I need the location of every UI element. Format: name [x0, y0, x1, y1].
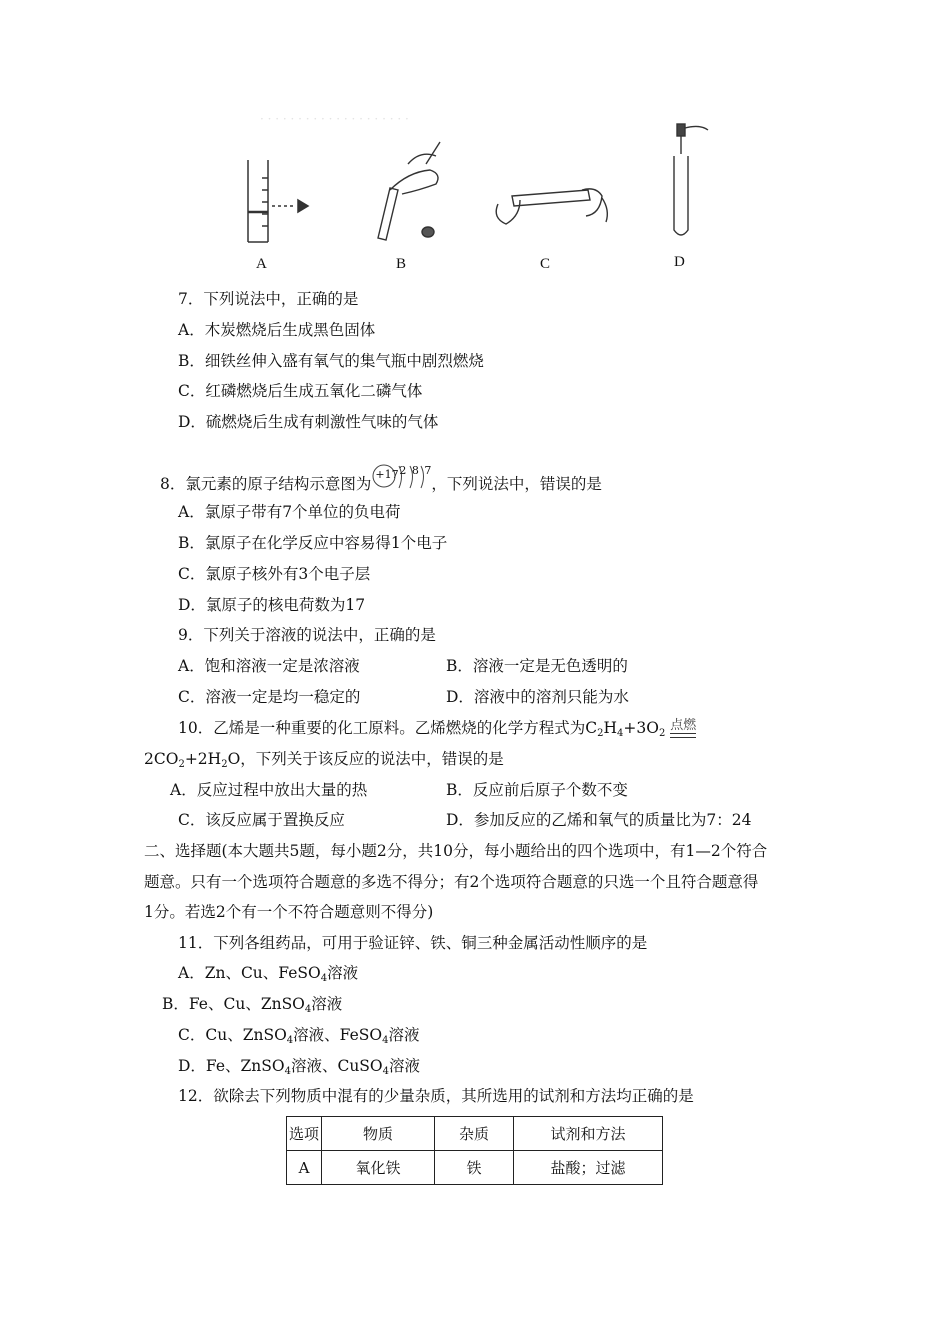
q12-stem: 12．欲除去下列物质中混有的少量杂质，其所选用的试剂和方法均正确的是 [178, 1087, 694, 1105]
bleed-through-text: · · · · · · · · · · · · · · · · · · · · [260, 112, 409, 126]
q11-c-prefix: C．Cu、ZnSO [178, 1026, 287, 1044]
q11-option-c [178, 1025, 419, 1045]
q11-d-prefix: D．Fe、ZnSO [178, 1057, 285, 1075]
reaction-condition [670, 718, 696, 740]
subscript: 4 [284, 1066, 291, 1077]
chlorine-atom-structure-diagram [371, 464, 433, 500]
q10-stem-line2: $2CO_2+2H_2O$，下列关于该反应的说法中，错误的是 [144, 750, 504, 770]
subscript: 4 [382, 1035, 389, 1046]
q8-option-b: B．氯原子在化学反应中容易得1个电子 [178, 534, 448, 552]
header-option: 选项 [287, 1117, 322, 1151]
section2-instructions-line3: 1分。若选2个有一个不符合题意则不得分) [144, 903, 434, 921]
q9-option-c: C．溶液一定是均一稳定的 [178, 688, 361, 706]
q11-stem: 11．下列各组药品，可用于验证锌、铁、铜三种金属活动性顺序的是 [178, 934, 648, 952]
header-substance: 物质 [322, 1117, 435, 1151]
q8-option-a: A．氯原子带有7个单位的负电荷 [178, 503, 401, 521]
table-row [287, 1151, 663, 1185]
figure-label-d: D [674, 254, 685, 270]
q9-option-b: B．溶液一定是无色透明的 [446, 657, 628, 675]
q8-option-c: C．氯原子核外有3个电子层 [178, 565, 371, 583]
figure-label-b: B [396, 256, 407, 272]
q8-stem-after: ，下列说法中，错误的是 [431, 475, 602, 493]
q8-stem-before: 8．氯元素的原子结构示意图为 [160, 475, 372, 493]
subscript: 4 [304, 1004, 312, 1015]
q11-d-suffix: 溶液 [389, 1057, 421, 1075]
subscript: 4 [382, 1066, 390, 1077]
q11-c-mid: 溶液、FeSO [293, 1026, 383, 1044]
q10-option-a: A．反应过程中放出大量的热 [170, 781, 368, 799]
q9-stem: 9．下列关于溶液的说法中，正确的是 [178, 626, 436, 644]
q11-b-suffix: 溶液 [311, 995, 343, 1013]
header-reagent-method: 试剂和方法 [514, 1117, 663, 1151]
q11-d-mid: 溶液、CuSO [290, 1057, 383, 1075]
apparatus-figure [230, 112, 730, 280]
row-substance: 氧化铁 [322, 1151, 435, 1185]
equals-sign [670, 733, 696, 738]
q11-option-b [162, 994, 342, 1014]
header-impurity: 杂质 [435, 1117, 514, 1151]
q11-option-a [178, 963, 358, 983]
q11-c-suffix: 溶液 [388, 1026, 420, 1044]
dropper-tube-drawing [674, 124, 708, 235]
q7-option-a: A．木炭燃烧后生成黑色固体 [178, 321, 376, 339]
q12-table [286, 1116, 663, 1185]
condition-text: 点燃 [670, 718, 697, 733]
q8-stem [160, 464, 602, 500]
subscript: 4 [320, 973, 328, 984]
q10-option-b: B．反应前后原子个数不变 [446, 781, 628, 799]
q8-option-d: D．氯原子的核电荷数为17 [178, 596, 366, 614]
row-option: A [287, 1151, 322, 1185]
row-impurity: 铁 [435, 1151, 514, 1185]
figure-label-c: C [540, 256, 551, 272]
q11-a-prefix: A．Zn、Cu、FeSO [178, 964, 321, 982]
graduated-cylinder-drawing [248, 160, 308, 242]
atom-shells: 2 8 7 [399, 464, 433, 477]
q10-option-d: D．参加反应的乙烯和氧气的质量比为7：24 [446, 811, 752, 829]
q10-option-c: C．该反应属于置换反应 [178, 811, 345, 829]
q10-stem-prefix: 10．乙烯是一种重要的化工原料。乙烯燃烧的化学方程式为 [178, 719, 586, 737]
q11-a-suffix: 溶液 [327, 964, 359, 982]
horizontal-tube-drawing [496, 189, 607, 224]
q9-option-a: A．饱和溶液一定是浓溶液 [178, 657, 360, 675]
heating-tube-drawing [378, 142, 440, 240]
q7-option-b: B．细铁丝伸入盛有氧气的集气瓶中剧烈燃烧 [178, 352, 484, 370]
atom-nucleus: +17 [375, 468, 399, 481]
section2-instructions-line2: 题意。只有一个选项符合题意的多选不得分；有2个选项符合题意的只选一个且符合题意得 [144, 873, 759, 891]
q7-option-c: C．红磷燃烧后生成五氧化二磷气体 [178, 382, 423, 400]
table-header-row [287, 1117, 663, 1151]
figure-label-a: A [256, 256, 267, 272]
section2-instructions-line1: 二、选择题(本大题共5题，每小题2分，共10分，每小题给出的四个选项中，有1—2个符合 [144, 842, 768, 860]
q10-stem-line1: 10．乙烯是一种重要的化工原料。乙烯燃烧的化学方程式为$C_2H_4+3O_2$ $^{点燃}$ [178, 718, 697, 739]
subscript: 4 [286, 1035, 294, 1046]
row-reagent-method: 盐酸；过滤 [514, 1151, 663, 1185]
q11-b-prefix: B．Fe、Cu、ZnSO [162, 995, 305, 1013]
q10-stem-suffix: ，下列关于该反应的说法中，错误的是 [240, 750, 504, 768]
q7-stem: 7．下列说法中，正确的是 [178, 290, 359, 308]
apparatus-drawings [230, 120, 730, 280]
q7-option-d: D．硫燃烧后生成有刺激性气味的气体 [178, 413, 439, 431]
q11-option-d [178, 1056, 420, 1076]
q9-option-d: D．溶液中的溶剂只能为水 [446, 688, 629, 706]
